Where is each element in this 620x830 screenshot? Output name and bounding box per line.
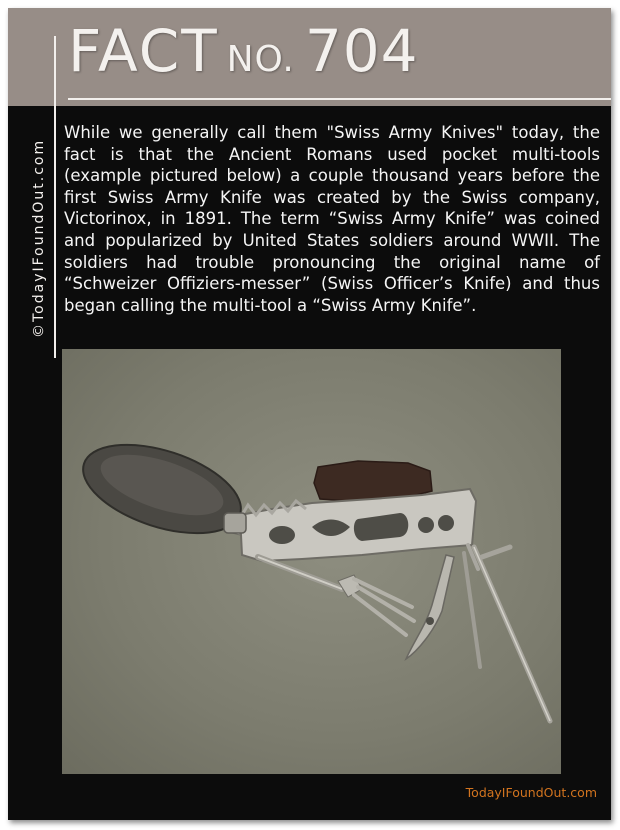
fact-title [68, 17, 419, 85]
multi-tool-photo [62, 349, 561, 774]
fact-body-text: While we generally call them "Swiss Army Knives" today, the fact is that the Ancient Romans used pocket multi-tools (example pictured below) a couple thousand years before the first Swiss Army Knife was created by the Swiss company, Victorinox, in 1891. The term “Swiss Army Knife” was coined and popularized by United States soldiers around WWII. The soldiers had trouble pronouncing the original name of “Schweizer Offiziers-messer” (Swiss Officer’s Knife) and thus began calling the multi-tool a “Swiss Army Knife”. [64, 123, 600, 315]
multi-tool-illustration [62, 349, 561, 774]
header-divider [68, 98, 611, 100]
fact-number: 704 [304, 17, 419, 85]
fact-card [8, 8, 611, 820]
side-divider [54, 36, 56, 358]
side-brand-text: ©TodayIFoundOut.com [31, 138, 47, 338]
header-bar [8, 8, 611, 106]
fact-word: FACT [68, 17, 219, 85]
fact-no-word: NO. [226, 39, 295, 80]
footer-site-link[interactable]: TodayIFoundOut.com [465, 785, 597, 800]
